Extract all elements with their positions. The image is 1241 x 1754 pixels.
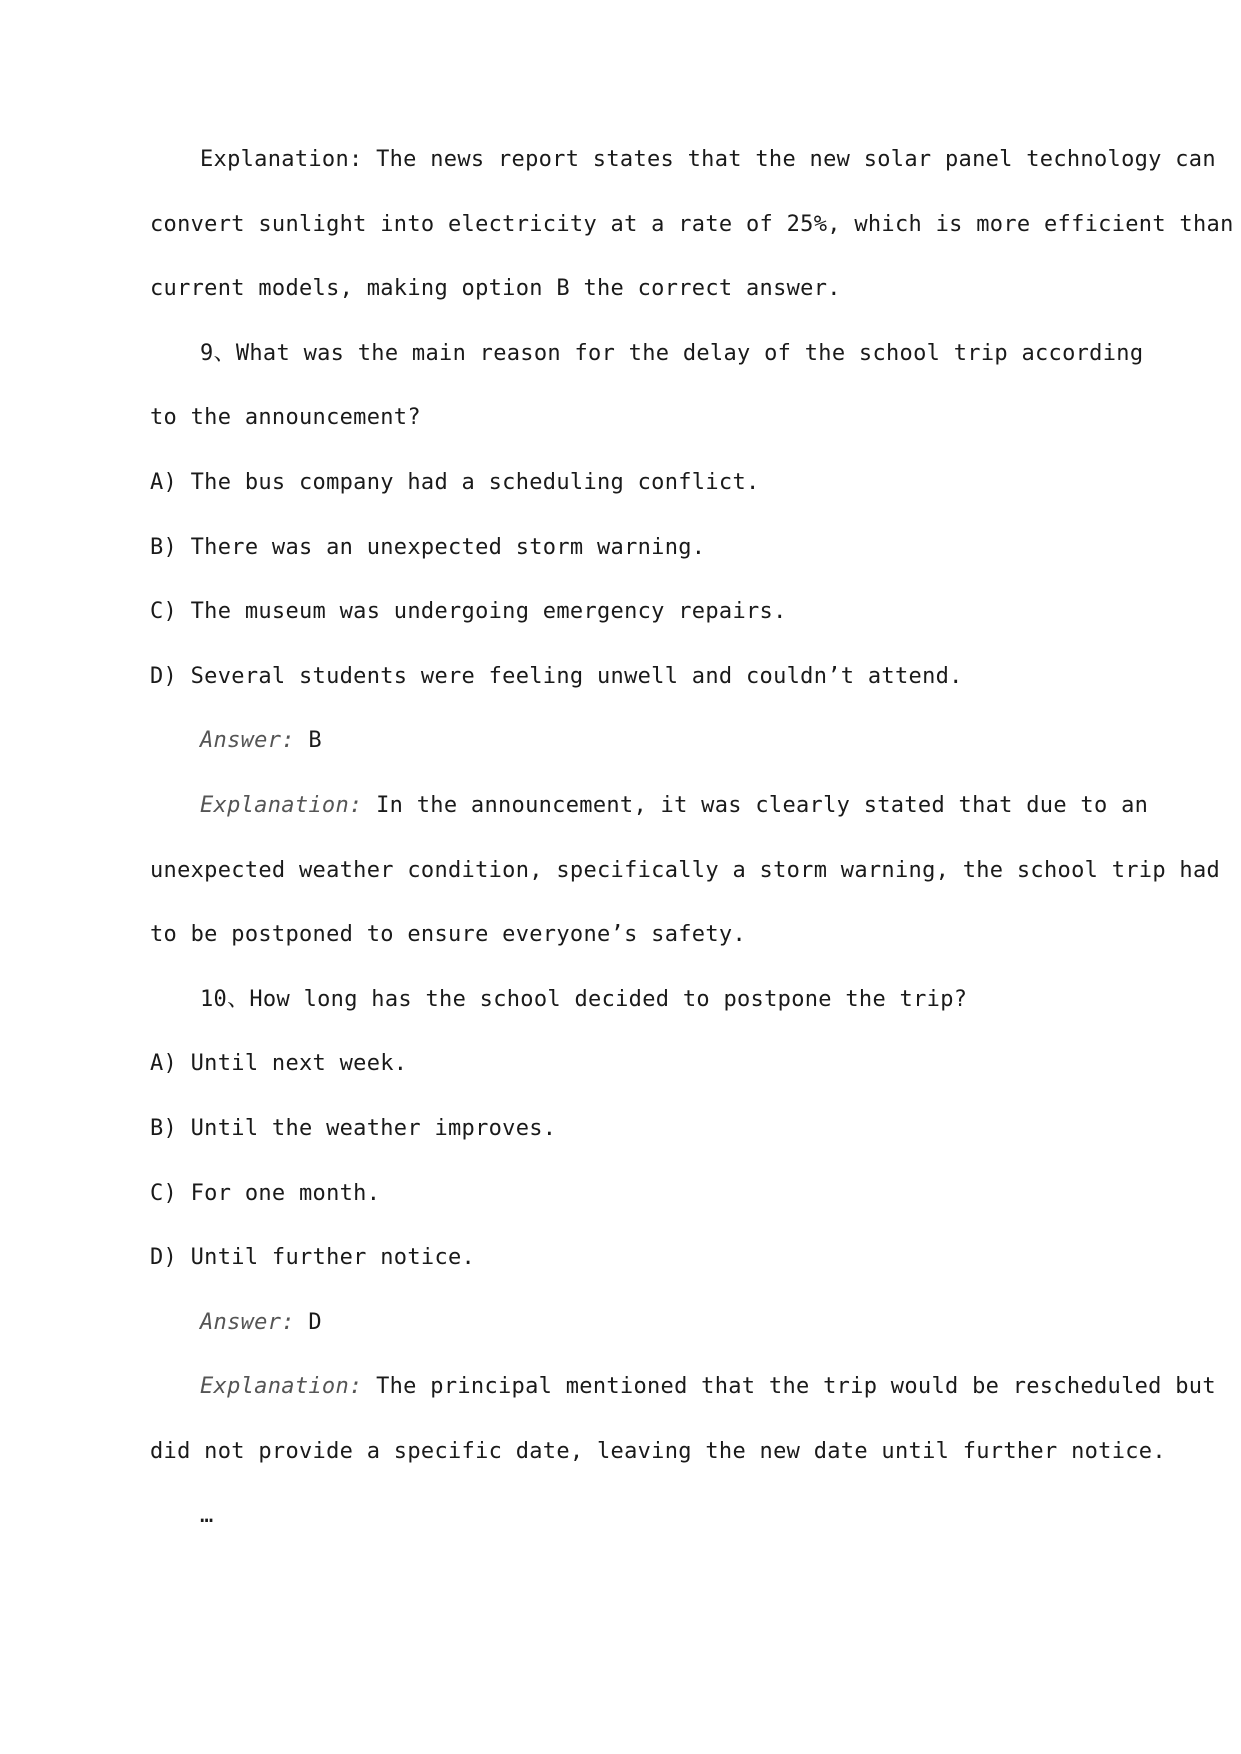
question-9-option-a: A) The bus company had a scheduling conflict.: [150, 469, 760, 495]
explanation-text: In the announcement, it was clearly stated that due to an: [362, 792, 1149, 818]
question-10-explanation-line-2: did not provide a specific date, leaving the new date until further notice.: [150, 1438, 1166, 1464]
document-page: [150, 140, 1234, 1561]
question-10-option-d: D) Until further notice.: [150, 1245, 476, 1271]
question-9-answer: [150, 721, 1090, 786]
question-10-option-b: B) Until the weather improves.: [150, 1115, 557, 1141]
question-10-explanation-line-1: [150, 1367, 1216, 1432]
explanation-label: Explanation:: [200, 792, 363, 818]
prev-explanation-line-2: convert sunlight into electricity at a rate of 25%, which is more efficient than: [150, 211, 1234, 237]
prev-explanation-line-1: Explanation: The news report states that the new solar panel technology can: [200, 147, 1216, 172]
explanation-label: Explanation:: [200, 1374, 363, 1400]
question-10-answer: [150, 1303, 1090, 1368]
question-10-text: 10、How long has the school decided to postpone the trip?: [200, 986, 968, 1012]
answer-label: Answer:: [200, 728, 295, 754]
question-9-explanation-line-2: unexpected weather condition, specifically a storm warning, the school trip had: [150, 857, 1221, 883]
explanation-text: The principal mentioned that the trip would be rescheduled but: [362, 1374, 1216, 1400]
question-9-option-d: D) Several students were feeling unwell and couldn’t attend.: [150, 663, 963, 689]
answer-value: D: [294, 1309, 322, 1335]
question-9-explanation-line-3: to be postponed to ensure everyone’s safety.: [150, 922, 746, 948]
ellipsis: …: [200, 1503, 214, 1529]
question-9-option-b: B) There was an unexpected storm warning.: [150, 534, 706, 560]
question-10-option-a: A) Until next week.: [150, 1051, 408, 1077]
answer-value: B: [294, 728, 322, 754]
question-10-option-c: C) For one month.: [150, 1180, 381, 1206]
question-9-text-line-1: 9、What was the main reason for the delay of the school trip according: [200, 340, 1144, 366]
prev-explanation-line-3: current models, making option B the correct answer.: [150, 276, 841, 302]
question-9-text-line-2: to the announcement?: [150, 405, 421, 431]
question-9-explanation-line-1: [150, 786, 1149, 851]
question-9-option-c: C) The museum was undergoing emergency repairs.: [150, 599, 787, 625]
answer-label: Answer:: [200, 1309, 295, 1335]
